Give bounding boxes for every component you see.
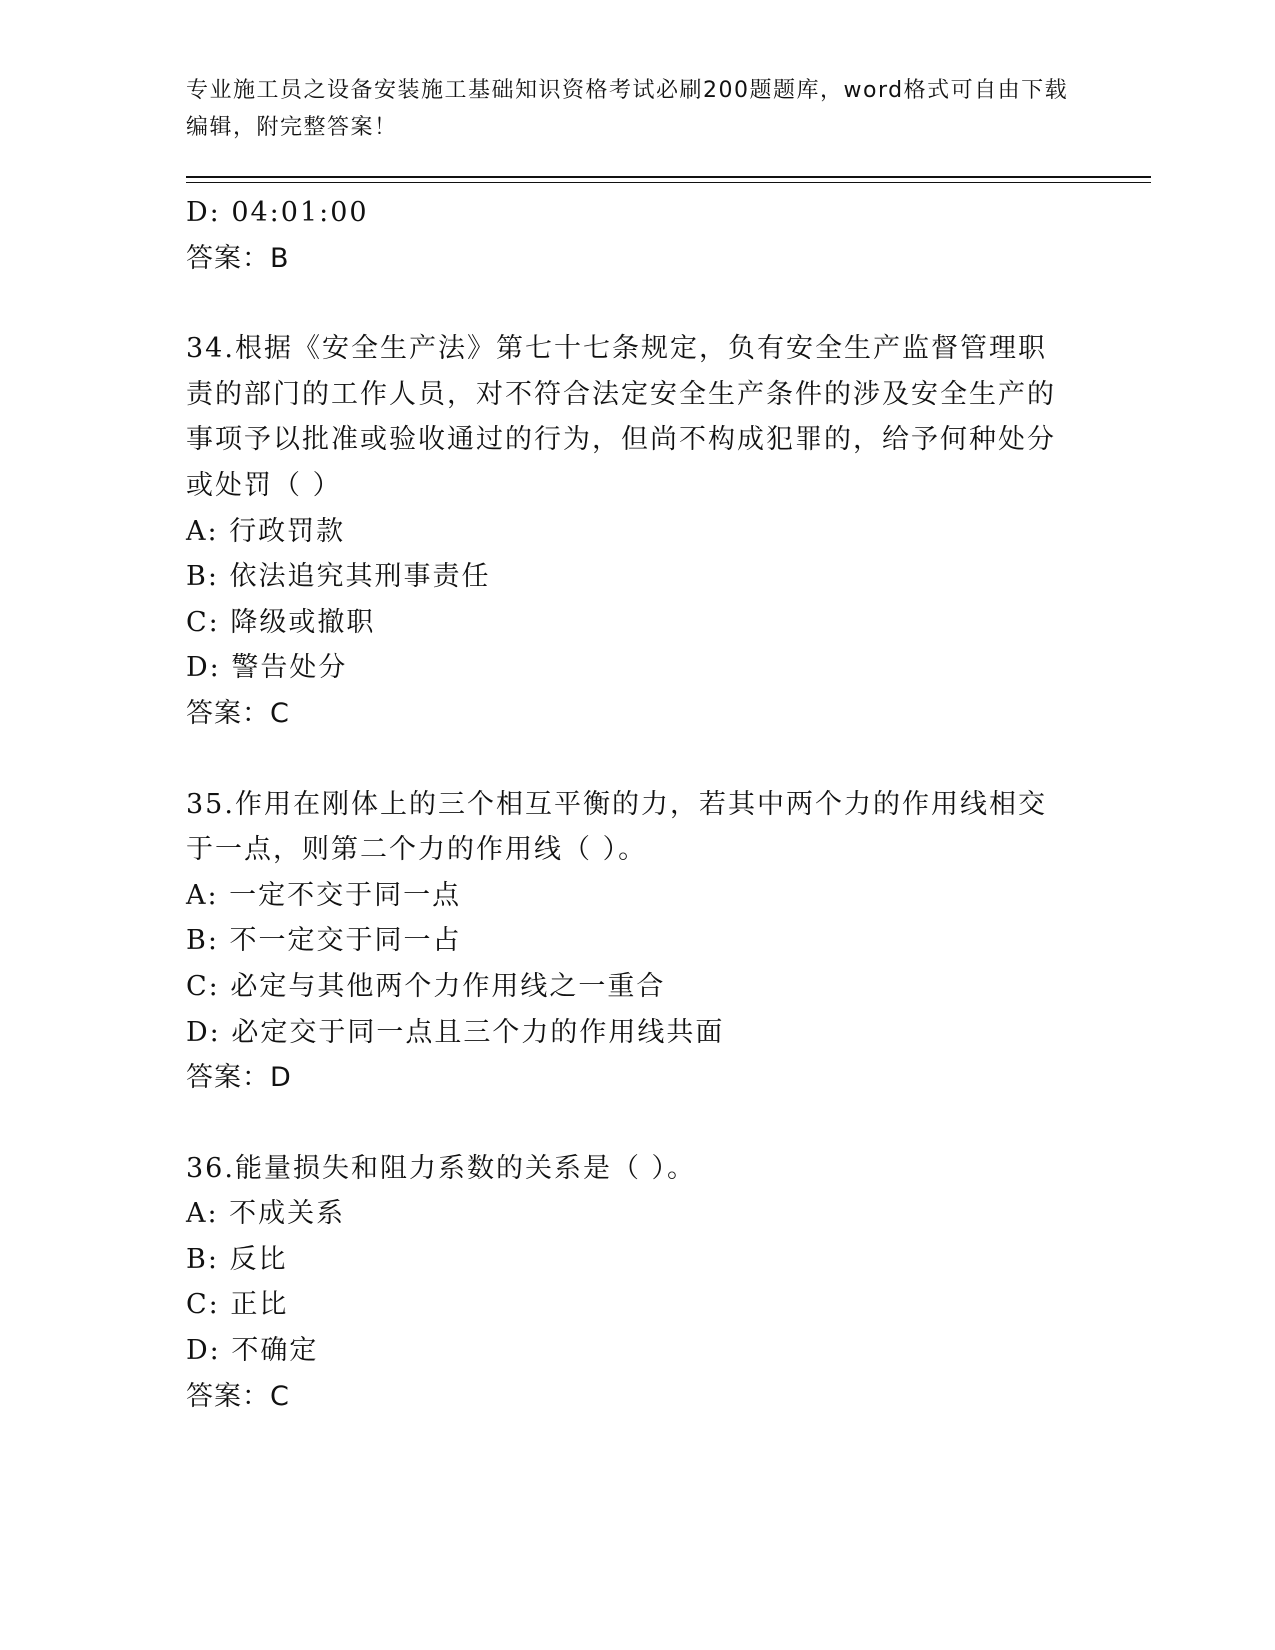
- option-d: D: 04:01:00: [186, 197, 369, 228]
- page-header: 专业施工员之设备安装施工基础知识资格考试必刷200题题库，word格式可自由下载编辑，附完整答案！: [186, 78, 1069, 140]
- option-b: B: 依法追究其刑事责任: [186, 561, 491, 593]
- option-a: A: 行政罚款: [186, 515, 346, 547]
- option-b: B: 不一定交于同一占: [186, 925, 462, 957]
- option-c: C: 必定与其他两个力作用线之一重合: [186, 970, 666, 1002]
- question-stem: 35.作用在刚体上的三个相互平衡的力，若其中两个力的作用线相交于一点，则第二个力的作用线（ ）。: [186, 788, 1047, 866]
- option-c: C: 降级或撤职: [186, 606, 376, 638]
- option-a: A: 不成关系: [186, 1198, 346, 1230]
- document-body: [186, 190, 1086, 1419]
- option-d: D: 警告处分: [186, 652, 348, 684]
- option-c: C: 正比: [186, 1289, 289, 1321]
- question-stem: 34.根据《安全生产法》第七十七条规定，负有安全生产监督管理职责的部门的工作人员，对不符合法定安全生产条件的涉及安全生产的事项予以批准或验收通过的行为，但尚不构成犯罪的，给予何种处分或处罚（ ）: [186, 333, 1056, 501]
- option-a: A: 一定不交于同一点: [186, 879, 462, 911]
- answer-line: 答案：B: [186, 242, 290, 274]
- option-d: D: 必定交于同一点且三个力的作用线共面: [186, 1016, 725, 1048]
- answer-line: 答案：C: [186, 697, 290, 729]
- question-stem: 36.能量损失和阻力系数的关系是（ ）。: [186, 1152, 697, 1184]
- answer-line: 答案：C: [186, 1380, 290, 1412]
- header-rule-thick: [186, 176, 1151, 178]
- answer-line: 答案：D: [186, 1062, 292, 1094]
- question-35: [186, 782, 1086, 1101]
- question-36: [186, 1146, 1086, 1420]
- option-b: B: 反比: [186, 1243, 288, 1275]
- header-rule-thin: [186, 182, 1151, 183]
- option-d: D: 不确定: [186, 1335, 319, 1367]
- question-34: [186, 326, 1086, 736]
